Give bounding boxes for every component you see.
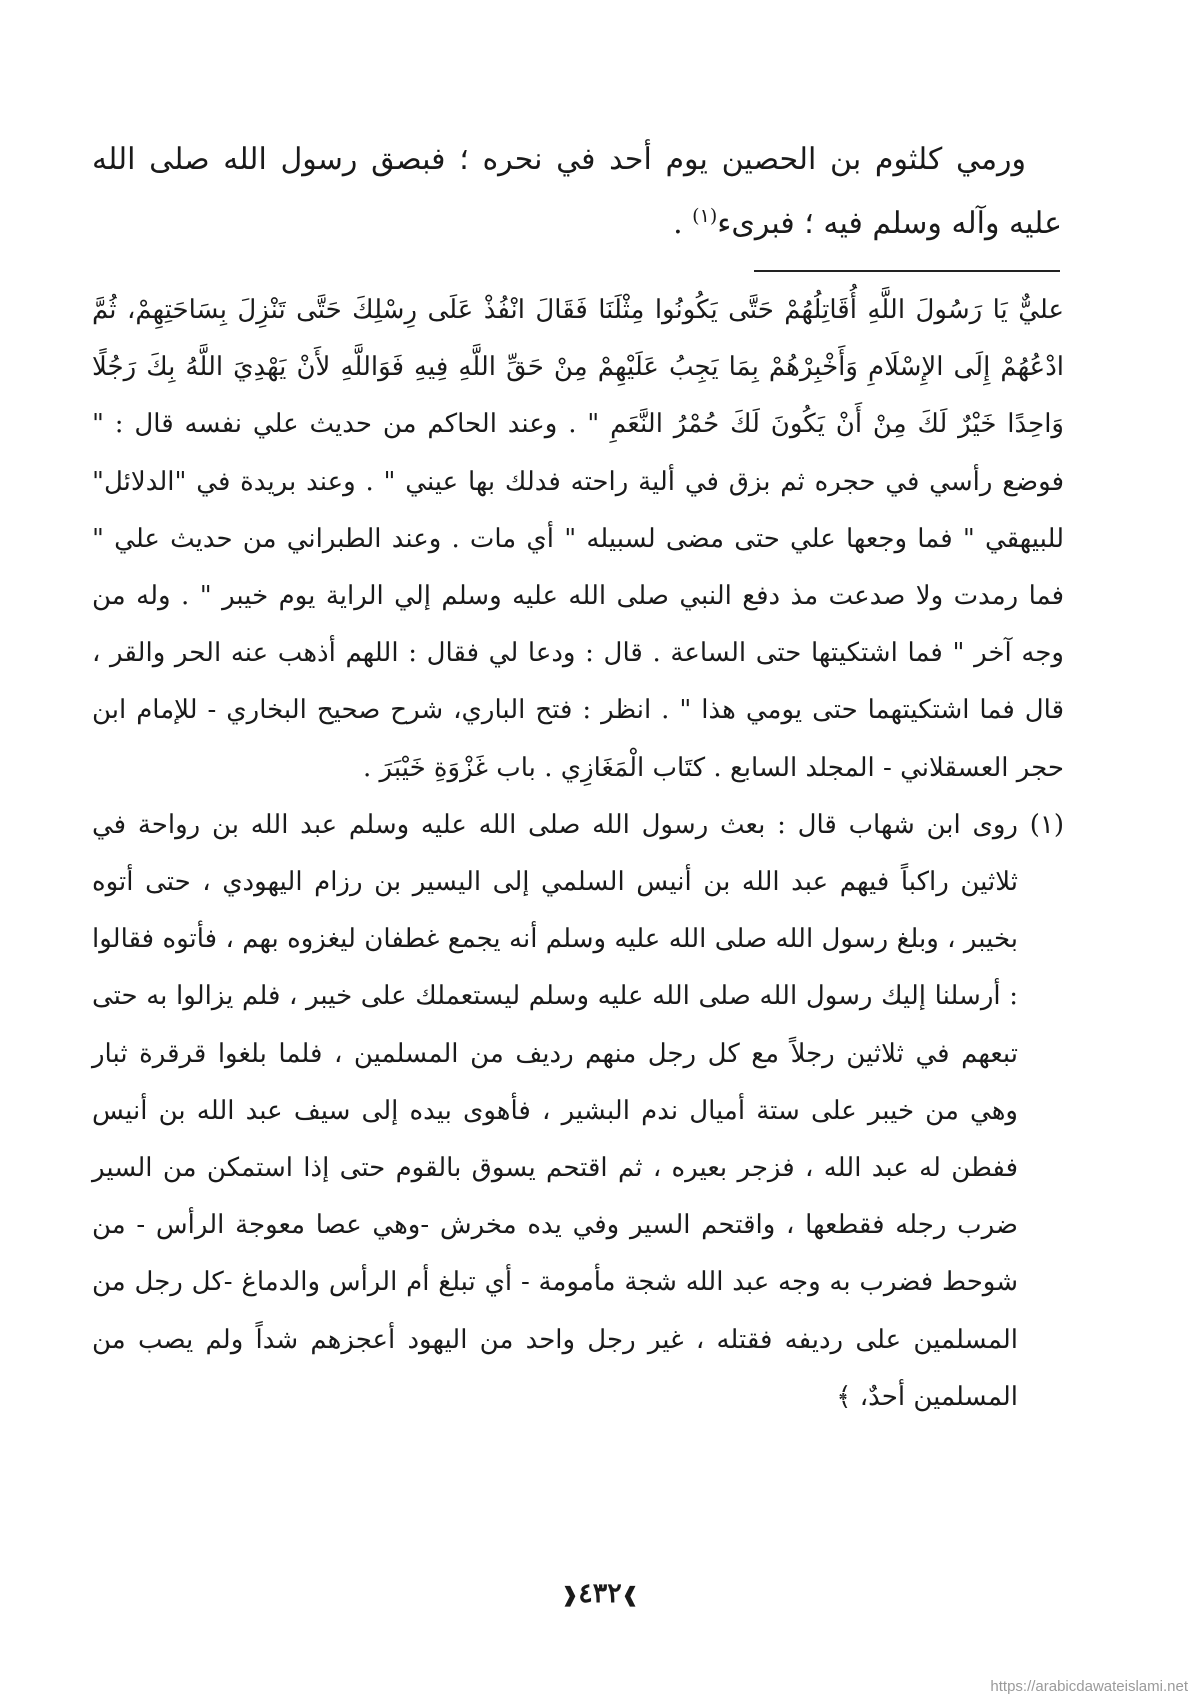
page-number-ornament-left: ❰ — [561, 1582, 579, 1607]
main-text — [92, 128, 1062, 256]
footnote-1-end-mark: ﴾ — [836, 1381, 852, 1412]
footnote-reference[interactable]: (١) — [692, 205, 718, 227]
footnote-1-marker: (١) — [1029, 809, 1064, 840]
footnote-separator — [754, 270, 1060, 272]
watermark-url: https://arabicdawateislami.net — [990, 1678, 1188, 1695]
footnote-continuation: عليٌّ يَا رَسُولَ اللَّهِ أُقَاتِلُهُمْ حَتَّى يَكُونُوا مِثْلَنَا فَقَالَ انْفُذْ عَلَى رِسْلِكَ حَتَّى تَنْزِلَ بِسَاحَتِهِمْ، ثُمَّ ادْعُهُمْ إِلَى الإِسْلَامِ وَأَخْبِرْهُمْ بِمَا يَجِبُ عَلَيْهِمْ مِنْ حَقِّ اللَّهِ فِيهِ فَوَاللَّهِ لأَنْ يَهْدِيَ اللَّهُ بِكَ رَجُلًا وَاحِدًا خَيْرٌ لَكَ مِنْ أَنْ يَكُونَ لَكَ حُمْرُ النَّعَمِ " . وعند الحاكم من حديث علي نفسه قال : " فوضع رأسي في حجره ثم بزق في ألية راحته فدلك بها عيني " . وعند بريدة في "الدلائل" للبيهقي " فما وجعها علي حتى مضى لسبيله " أي مات . وعند الطبراني من حديث علي " فما رمدت ولا صدعت مذ دفع النبي صلى الله عليه وسلم إلي الراية يوم خيبر " . وله من وجه آخر " فما اشتكيتها حتى الساعة . قال : ودعا لي فقال : اللهم أذهب عنه الحر والقر ، قال فما اشتكيتهما حتى يومي هذا " . انظر : فتح الباري، شرح صحيح البخاري - للإمام ابن حجر العسقلاني - المجلد السابع . كتَاب الْمَغَازِي . باب غَزْوَةِ خَيْبَرَ . — [92, 295, 1064, 783]
main-paragraph — [92, 128, 1062, 256]
footnote-1 — [92, 797, 1064, 1426]
page-number — [0, 1578, 1200, 1609]
footnotes — [92, 282, 1064, 1426]
page-number-ornament-right: ❱ — [621, 1582, 639, 1607]
main-text-after-ref: . — [673, 206, 693, 241]
page-number-value: ٤٣٢ — [578, 1578, 622, 1609]
main-text-before-ref: ورمي كلثوم بن الحصين يوم أحد في نحره ؛ فبصق رسول الله صلى الله عليه وآله وسلم فيه ؛ فبرىء — [92, 142, 1062, 241]
footnote-1-text: روى ابن شهاب قال : بعث رسول الله صلى الله عليه وسلم عبد الله بن رواحة في ثلاثين راكباً فيهم عبد الله بن أنيس السلمي إلى اليسير بن رزام اليهودي ، حتى أتوه بخيبر ، وبلغ رسول الله صلى الله عليه وسلم أنه يجمع غطفان ليغزوه بهم ، فأتوه فقالوا : أرسلنا إليك رسول الله صلى الله عليه وسلم ليستعملك على خيبر ، فلم يزالوا به حتى تبعهم في ثلاثين رجلاً مع كل رجل منهم رديف من المسلمين ، فلما بلغوا قرقرة ثبار وهي من خيبر على ستة أميال ندم البشير ، فأهوى بيده إلى سيف عبد الله بن أنيس ففطن له عبد الله ، فزجر بعيره ، ثم اقتحم يسوق بالقوم حتى إذا استمكن من السير ضرب رجله فقطعها ، واقتحم السير وفي يده مخرش -وهي عصا معوجة الرأس - من شوحط فضرب به وجه عبد الله شجة مأمومة - أي تبلغ أم الرأس والدماغ -كل رجل من المسلمين على رديفه فقتله ، غير رجل واحد من اليهود أعجزهم شداً ولم يصب من المسلمين أحدٌ، — [92, 809, 1030, 1412]
